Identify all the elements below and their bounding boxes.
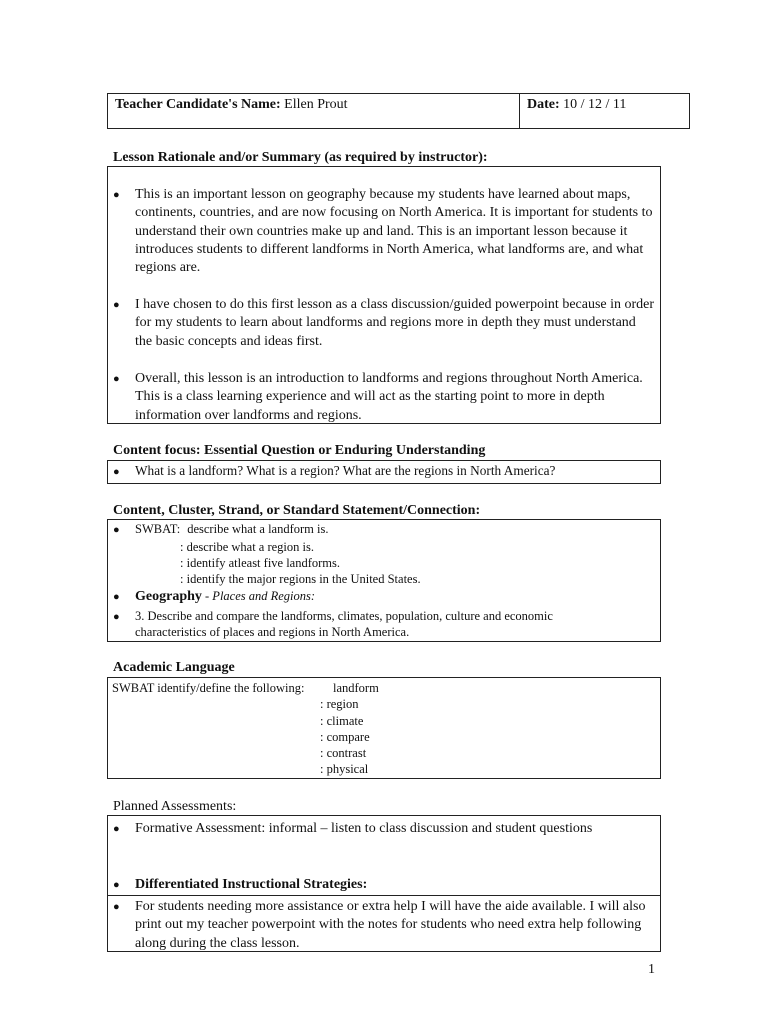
swbat-item: : identify atleast five landforms. bbox=[180, 556, 341, 570]
standard-bullet bbox=[113, 608, 620, 640]
rationale-text: This is an important lesson on geography because my students have learned about maps, continents, countries, and are now focusing on North America. It is important for students to understand their own countries make up and land. This is an important lesson because it introduces students to different landforms in North America, what landforms are, and what regions are. bbox=[135, 187, 653, 276]
bullet-icon: ● bbox=[113, 823, 120, 835]
name-cell bbox=[108, 94, 520, 128]
bullet-icon: ● bbox=[113, 299, 120, 311]
term: : compare bbox=[320, 730, 370, 744]
date-cell bbox=[520, 94, 689, 128]
term: : region bbox=[320, 697, 359, 711]
geography-label: Geography bbox=[135, 589, 202, 604]
term: : physical bbox=[320, 762, 369, 776]
bullet-icon: ● bbox=[113, 373, 120, 385]
swbat-item: : identify the major regions in the United States. bbox=[180, 572, 421, 586]
name-label: Teacher Candidate's Name: bbox=[115, 97, 281, 112]
rationale-text: I have chosen to do this first lesson as a class discussion/guided powerpoint because in order for my students to learn about landforms and regions more in depth they must understand the basic concepts and ideas first. bbox=[135, 297, 655, 349]
standard-text: 3. Describe and compare the landforms, climates, population, culture and economic characteristics of places and regions in North America. bbox=[135, 609, 553, 640]
bullet-icon: ● bbox=[113, 879, 120, 891]
standards-heading: Content, Cluster, Strand, or Standard Statement/Connection: bbox=[113, 503, 481, 518]
swbat-item: describe what a landform is. bbox=[187, 522, 329, 536]
header-table bbox=[107, 93, 690, 129]
rationale-bullet bbox=[113, 370, 655, 425]
differentiated-bullet bbox=[113, 876, 655, 894]
academic-language-heading: Academic Language bbox=[113, 660, 235, 675]
rationale-bullet bbox=[113, 186, 655, 277]
rationale-text: Overall, this lesson is an introduction to landforms and regions throughout North America. This is a class learning experience and will act as the starting point to more in depth information over landforms and regions. bbox=[135, 371, 643, 423]
rationale-heading: Lesson Rationale and/or Summary (as required by instructor): bbox=[113, 150, 488, 165]
bullet-icon: ● bbox=[113, 611, 120, 623]
bullet-icon: ● bbox=[113, 524, 120, 536]
differentiated-text-bullet bbox=[113, 898, 655, 953]
content-focus-heading: Content focus: Essential Question or Enduring Understanding bbox=[113, 443, 486, 458]
formative-bullet bbox=[113, 820, 655, 838]
date-value: 10 / 12 / 11 bbox=[563, 97, 627, 112]
bullet-icon: ● bbox=[113, 901, 120, 913]
geography-bullet bbox=[113, 588, 315, 606]
content-focus-bullet bbox=[113, 463, 655, 481]
bullet-icon: ● bbox=[113, 466, 120, 478]
name-value: Ellen Prout bbox=[284, 97, 348, 112]
geography-sub: - Places and Regions: bbox=[201, 589, 316, 603]
term: : climate bbox=[320, 714, 364, 728]
academic-language-intro: SWBAT identify/define the following: bbox=[112, 681, 305, 695]
content-focus-text: What is a landform? What is a region? What are the regions in North America? bbox=[135, 463, 556, 478]
assessments-heading: Planned Assessments: bbox=[113, 799, 237, 814]
page-number: 1 bbox=[648, 962, 655, 977]
swbat-bullet bbox=[113, 521, 329, 539]
formative-text: Formative Assessment: informal – listen to class discussion and student questions bbox=[135, 821, 593, 836]
bullet-icon: ● bbox=[113, 189, 120, 201]
term: landform bbox=[333, 681, 379, 695]
date-label: Date: bbox=[527, 97, 560, 112]
rationale-bullet bbox=[113, 296, 655, 351]
differentiated-heading: Differentiated Instructional Strategies: bbox=[135, 877, 368, 892]
differentiated-text: For students needing more assistance or extra help I will have the aide available. I will also print out my teacher powerpoint with the notes for students who need extra help following along during the class lesson. bbox=[135, 899, 646, 951]
swbat-item: : describe what a region is. bbox=[180, 540, 314, 554]
swbat-label: SWBAT: bbox=[135, 522, 181, 536]
bullet-icon: ● bbox=[113, 591, 120, 603]
term: : contrast bbox=[320, 746, 367, 760]
